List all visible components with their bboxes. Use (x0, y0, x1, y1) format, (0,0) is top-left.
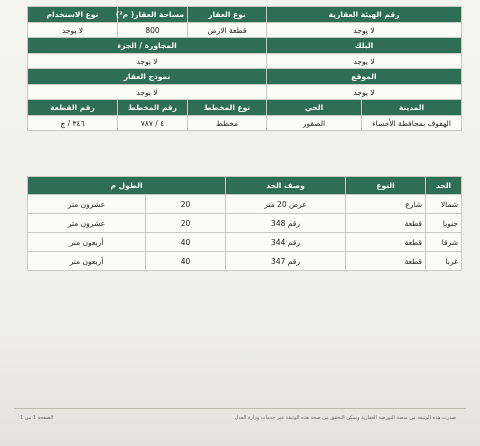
value-plan-number: ٤ / ٧٨٧ (118, 116, 188, 131)
boundary-type: شارع (346, 195, 426, 214)
boundary-type: قطعة (346, 252, 426, 271)
value-property-type: قطعة الارض (188, 23, 267, 38)
footer-note: صدرت هذه الوثيقة من منصة البورصة العقارية ويمكن التحقق من صحة هذه الوثيقة عبر خدمات وزارة العدل (234, 415, 456, 421)
value-block: لا يوجد (267, 54, 462, 69)
header-block: البلك (267, 38, 462, 54)
boundary-side: جنوبا (426, 214, 462, 233)
boundary-description: رقم 347 (226, 252, 346, 271)
boundary-side: غربا (426, 252, 462, 271)
header-location: الموقع (267, 69, 462, 85)
header-side: الحد (426, 177, 462, 195)
value-plan-type: مخطط (188, 116, 267, 131)
header-district: الحي (267, 100, 362, 116)
boundary-type: قطعة (346, 214, 426, 233)
boundary-description: رقم 344 (226, 233, 346, 252)
value-registry-number: لا يوجد (267, 23, 462, 38)
table-row (28, 233, 462, 252)
header-usage-type: نوع الاستخدام (28, 7, 118, 23)
header-property-type: نوع العقار (188, 7, 267, 23)
boundary-length-text: أربعون متر (28, 233, 146, 252)
boundary-side: شرقا (426, 233, 462, 252)
boundary-length: 20 (146, 214, 226, 233)
boundary-length-text: عشرون متر (28, 214, 146, 233)
table-row (28, 195, 462, 214)
header-city: المدينة (362, 100, 462, 116)
header-registry-number: رقم الهيئة العقارية (267, 7, 462, 23)
header-plot-number: رقم القطعة (28, 100, 118, 116)
boundary-length-text: عشرون متر (28, 195, 146, 214)
header-plan-type: نوع المخطط (188, 100, 267, 116)
boundary-description: رقم 348 (226, 214, 346, 233)
property-info-table (27, 6, 462, 131)
value-property-model: لا يوجد (28, 85, 267, 100)
value-neighborhood-part: لا يوجد (28, 54, 267, 69)
boundary-type: قطعة (346, 233, 426, 252)
header-type: النوع (346, 177, 426, 195)
boundary-side: شمالا (426, 195, 462, 214)
boundary-length: 40 (146, 252, 226, 271)
boundary-length-text: أربعون متر (28, 252, 146, 271)
value-district: الصقور (267, 116, 362, 131)
header-length: الطول م (28, 177, 226, 195)
header-neighborhood-part: المجاورة / الجزء (28, 38, 267, 54)
value-area: 800 (118, 23, 188, 38)
boundary-length: 40 (146, 233, 226, 252)
page-number: الصفحة 1 من 1 (20, 415, 54, 421)
value-usage-type: لا يوجد (28, 23, 118, 38)
value-city: الهفوف بمحافظة الأحساء (362, 116, 462, 131)
header-description: وصف الحد (226, 177, 346, 195)
boundary-description: عرض 20 متر (226, 195, 346, 214)
table-row (28, 214, 462, 233)
header-area: مساحة العقار( م²) (118, 7, 188, 23)
value-plot-number: ٣٤٦ / ج (28, 116, 118, 131)
table-row (28, 252, 462, 271)
boundaries-table (27, 176, 462, 271)
header-plan-number: رقم المخطط (118, 100, 188, 116)
page-footer (14, 408, 466, 431)
header-property-model: نموذج العقار (28, 69, 267, 85)
value-location: لا يوجد (267, 85, 462, 100)
boundary-length: 20 (146, 195, 226, 214)
